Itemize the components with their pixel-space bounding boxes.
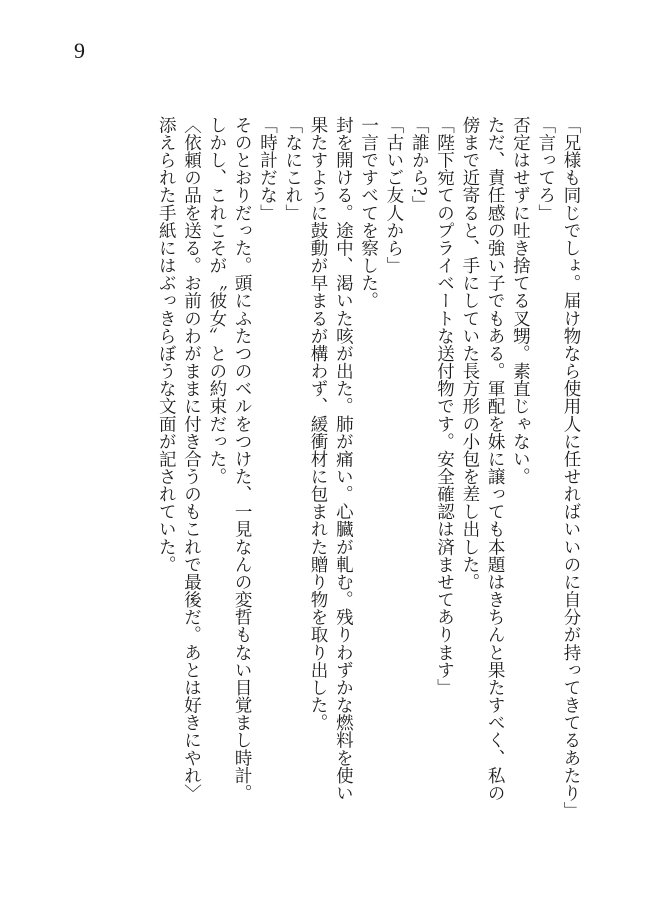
text-line: 傍まで近寄ると、手にしていた長方形の小包を差し出した。 [459, 116, 480, 591]
page-number: 9 [74, 38, 85, 63]
text-line: そのとおりだった。頭にふたつのベルをつけた、一見なんの変哲もない目覚まし時計。 [232, 116, 253, 802]
text-line: 「時計だな」 [257, 116, 278, 222]
novel-text-block [63, 116, 583, 886]
text-line: 一言ですべてを察した。 [358, 116, 379, 310]
text-line: 否定はせずに吐き捨てる叉甥。素直じゃない。 [510, 116, 531, 486]
text-line: 添えられた手紙にはぶっきらぼうな文面が記されていた。 [156, 116, 177, 574]
text-line: 「なにこれ」 [282, 116, 303, 222]
text-line: 「誰から?」 [409, 116, 430, 214]
text-line: 「言ってろ」 [535, 116, 556, 222]
text-line: 封を開ける。途中、渇いた咳が出た。肺が痛い。心臓が軋む。残りわずかな燃料を使い [333, 116, 354, 802]
text-line: ただ、責任感の強い子でもある。軍配を妹に譲っても本題はきちんと果たすべく、私の [485, 116, 506, 802]
text-line: しかし、これこそが〝彼女〟との約束だった。 [206, 116, 227, 486]
text-line: 「陛下宛てのプライベートな送付物です。安全確認は済ませてあります」 [434, 116, 455, 697]
text-line: 果たすように鼓動が早まるが構わず、緩衝材に包まれた贈り物を取り出した。 [308, 116, 329, 732]
text-line: 〈依頼の品を送る。お前のわがままに付き合うのもこれで最後だ。あとは好きにやれ〉 [181, 116, 202, 802]
text-line: 「古いご友人から」 [383, 116, 404, 275]
text-line: 「兄様も同じでしょ。届け物なら使用人に任せればいいのに自分が持ってきてるあたり」 [561, 116, 581, 820]
